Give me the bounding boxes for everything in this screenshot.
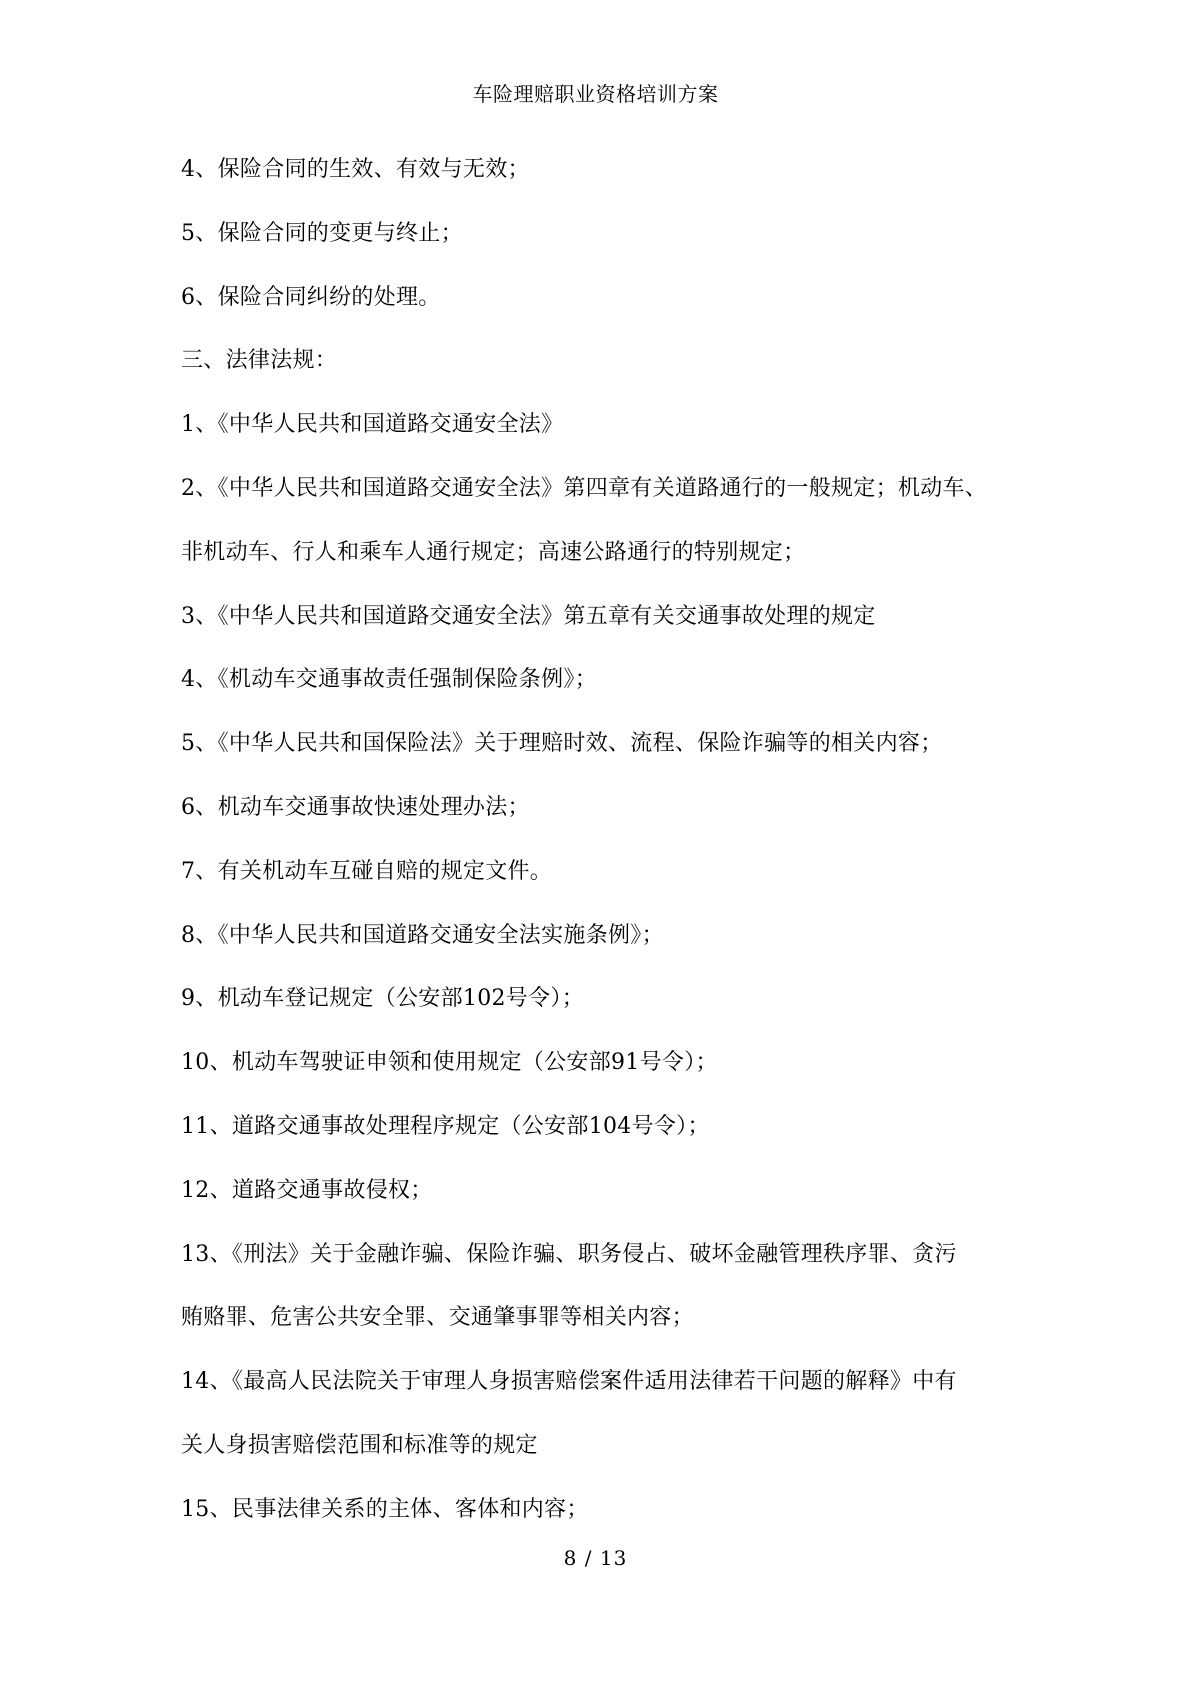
text-line: 6、机动车交通事故快速处理办法； [181,794,530,820]
text-line: 7、有关机动车互碰自赔的规定文件。 [181,858,553,884]
text-line: 1、《中华人民共和国道路交通安全法》 [181,412,564,438]
text-line: 12、道路交通事故侵权； [181,1177,433,1203]
text-line: 14、《最高人民法院关于审理人身损害赔偿案件适用法律若干问题的解释》中有 [181,1369,957,1395]
page-header [0,80,1191,108]
text-line: 2、《中华人民共和国道路交通安全法》第四章有关道路通行的一般规定；机动车、 [181,475,988,501]
text-line: 5、《中华人民共和国保险法》关于理赔时效、流程、保险诈骗等的相关内容； [181,731,943,757]
text-line: 4、《机动车交通事故责任强制保险条例》； [181,667,597,693]
text-line: 4、保险合同的生效、有效与无效； [181,157,530,182]
page-number: 8 / 13 [563,1546,628,1570]
text-line: 11、道路交通事故处理程序规定（公安部104号令）； [181,1113,710,1139]
text-line: 13、《刑法》关于金融诈骗、保险诈骗、职务侵占、破坏金融管理秩序罪、贪污 [181,1241,957,1267]
text-line: 8、《中华人民共和国道路交通安全法实施条例》； [181,922,664,948]
text-line: 贿赂罪、危害公共安全罪、交通肇事罪等相关内容； [181,1305,694,1331]
text-line: 10、机动车驾驶证申领和使用规定（公安部91号令）； [181,1050,718,1076]
section-heading: 三、法律法规： [181,348,338,374]
text-line: 非机动车、行人和乘车人通行规定；高速公路通行的特别规定； [181,539,806,565]
page-footer [0,1544,1191,1572]
text-line: 3、《中华人民共和国道路交通安全法》第五章有关交通事故处理的规定 [181,603,876,629]
text-line: 5、保险合同的变更与终止； [181,220,463,246]
text-line: 15、民事法律关系的主体、客体和内容； [181,1496,589,1522]
text-line: 9、机动车登记规定（公安部102号令）； [181,986,584,1012]
body-text [181,155,1031,1559]
text-line: 关人身损害赔偿范围和标准等的规定 [181,1432,538,1458]
text-line: 6、保险合同纠纷的处理。 [181,284,441,310]
document-title: 车险理赔职业资格培训方案 [472,82,719,106]
